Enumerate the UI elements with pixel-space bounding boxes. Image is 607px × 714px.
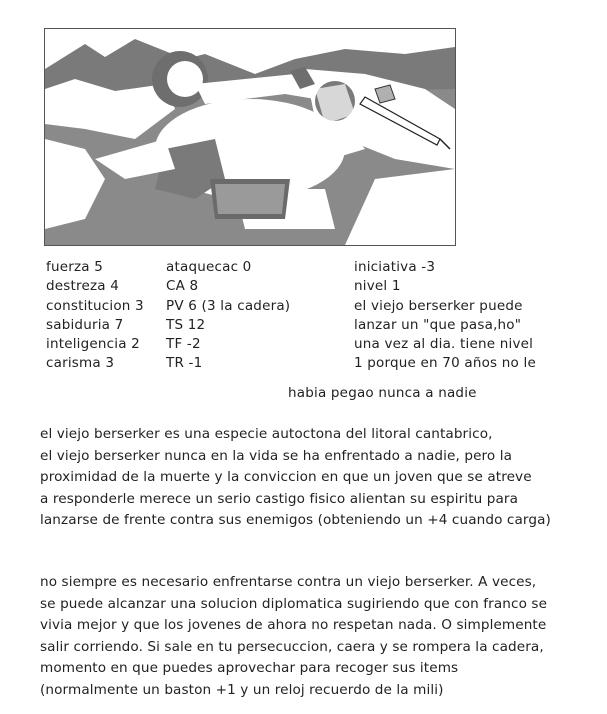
paragraph-line: vivia mejor y que los jovenes de ahora no respetan nada. O simplemente [40, 617, 547, 633]
combat-armor-class: CA 8 [166, 278, 199, 295]
paragraph-line: momento en que puedes aprovechar para recoger sus items [40, 660, 459, 676]
paragraph-line: (normalmente un baston +1 y un reloj recuerdo de la mili) [40, 681, 444, 698]
paragraph-line: a responderle merece un serio castigo fisico alientan su espiritu para [40, 490, 519, 507]
paragraph-line: no siempre es necesario enfrentarse contra un viejo berserker. A veces, [40, 574, 537, 590]
attribute-strength: fuerza 5 [46, 259, 104, 275]
paragraph-line: el viejo berserker nunca en la vida se ha enfrentado a nadie, pero la [40, 447, 513, 464]
note-initiative: iniciativa -3 [354, 259, 436, 275]
note-line: lanzar un "que pasa,ho" [354, 316, 522, 333]
attribute-intelligence: inteligencia 2 [46, 336, 140, 353]
combat-tf: TF -2 [166, 336, 201, 353]
attribute-constitution: constitucion 3 [46, 297, 144, 314]
attribute-charisma: carisma 3 [46, 355, 115, 372]
combat-tr: TR -1 [166, 355, 203, 372]
note-line-last: habia pegao nunca a nadie [288, 385, 477, 401]
note-line: 1 porque en 70 años no le [354, 355, 536, 372]
berserker-illustration [44, 28, 456, 246]
note-line: el viejo berserker puede [354, 297, 523, 314]
attribute-dexterity: destreza 4 [46, 278, 120, 295]
notes-column [354, 258, 536, 374]
combat-saving-throw: TS 12 [166, 316, 206, 333]
paragraph-line: proximidad de la muerte y la conviccion en que un joven que se atreve [40, 469, 532, 485]
attributes-column [46, 258, 144, 374]
paragraph-line: se puede alcanzar una solucion diplomatica sugiriendo que con franco se [40, 595, 548, 612]
paragraph-line: lanzarse de frente contra sus enemigos (obteniendo un +4 cuando carga) [40, 512, 551, 528]
paragraph-line: salir corriendo. Si sale en tu persecuccion, caera y se rompera la cadera, [40, 638, 544, 655]
attribute-wisdom: sabiduria 7 [46, 316, 124, 333]
note-line: una vez al dia. tiene nivel [354, 336, 534, 353]
note-level: nivel 1 [354, 278, 401, 295]
combat-hit-points: PV 6 (3 la cadera) [166, 297, 291, 314]
combat-attack: ataquecac 0 [166, 259, 252, 275]
tactics-paragraph [40, 572, 547, 701]
description-paragraph [40, 424, 551, 532]
paragraph-line: el viejo berserker es una especie autoctona del litoral cantabrico, [40, 426, 493, 442]
combat-column [166, 258, 290, 374]
